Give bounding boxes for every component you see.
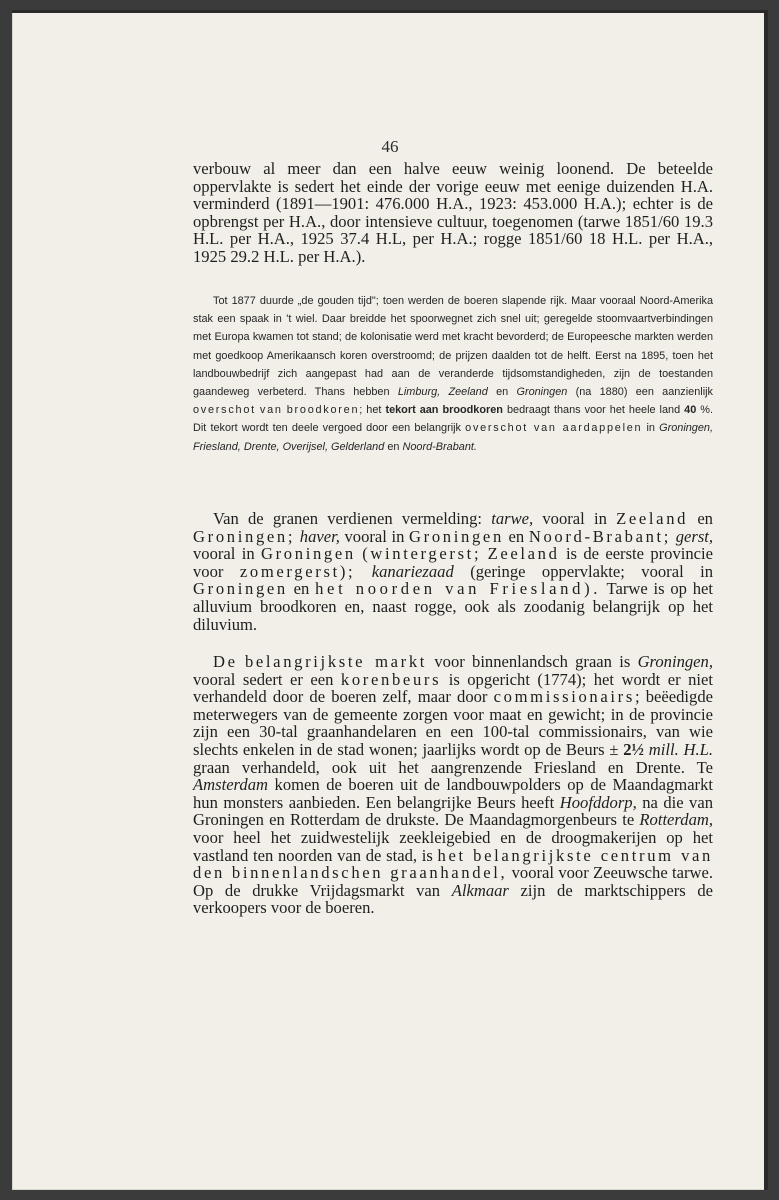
paragraph-market: De belangrijkste markt voor binnenlandsch graan is Groningen, vooral sedert er een korenbeurs is opgericht (1774); het wordt er niet verhandeld door de boeren zelf, maar door commissionairs; beëedigde meterwegers van de gemeente zorgen voor maat en gewicht; in de provincie zijn een 30-tal graanhandelaren en een 100-tal commissionairs, van wie slechts enkelen in de stad wonen; jaarlijks wordt op de Beurs ± 2½ mill. H.L. graan verhandeld, ook uit het aangrenzende Friesland en Drente. Te Amsterdam komen de boeren uit de landbouwpolders op de Maandagmarkt hun monsters aanbieden. Een belangrijke Beurs heeft Hoofddorp, na die van Groningen en Rotterdam de drukste. De Maandagmorgenbeurs te Rotterdam, voor heel het zuidwestelijk zeekleigebied en de droogmakerijen op het vastland ten noorden van de stad, is het belangrijkste centrum van den binnenlandschen graanhandel, vooral voor Zeeuwsche tarwe. Op de drukke Vrijdagsmarkt van Alkmaar zijn de marktschippers de verkoopers voor de boeren.	[193, 652, 714, 918]
page-right-border	[764, 10, 768, 1190]
note-history: Tot 1877 duurde „de gouden tijd"; toen werden de boeren slapende rijk. Maar vooraal Noord-Amerika stak een spaak in 't wiel. Daar breidde het spoorwegnet zich snel uit; geregelde stoomvaartverbindingen met Europa kwamen tot stand; de kolonisatie werd met kracht bevorderd; de Europeesche markten werden met goedkoop Amerikaansch koren overstroomd; de prijzen daalden tot de helft. Eerst na 1895, toen het landbouwbedrijf zich aangepast had aan de veranderde tijdsomstandigheden, zijn de toestanden gaandeweg verbeterd. Thans hebben Limburg, Zeeland en Groningen (na 1880) een aanzienlijk overschot van broodkoren; het tekort aan broodkoren bedraagt thans voor het heele land 40 %. Dit tekort wordt ten deele vergoed door een belangrijk overschot van aardappelen in Groningen, Friesland, Drente, Overijsel, Gelderland en Noord-Brabant.	[193, 295, 713, 453]
page-top-border	[12, 10, 768, 13]
book-page	[12, 10, 768, 1190]
paragraph-grains: Van de granen verdienen vermelding: tarwe, vooral in Zeeland en Groningen; haver, vooral in Groningen en Noord-Brabant; gerst, vooral in Groningen (wintergerst; Zeeland is de eerste provincie voor zomergerst); kanariezaad (geringe oppervlakte; vooral in Groningen en het noorden van Friesland). Tarwe is op het alluvium broodkoren en, naast rogge, ook als zoodanig belangrijk op het diluvium.	[193, 509, 714, 634]
paragraph-acreage: verbouw al meer dan een halve eeuw weinig loonend. De beteelde oppervlakte is sedert het einde der vorige eeuw met eenige duizenden H.A. verminderd (1891—1901: 476.000 H.A., 1923: 453.000 H.A.); echter is de opbrengst per H.A., door intensieve cultuur, toegenomen (tarwe 1851/60 19.3 H.L. per H.A., 1925 37.4 H.L, per H.A.; rogge 1851/60 18 H.L. per H.A., 1925 29.2 H.L. per H.A.).	[193, 159, 713, 266]
page-number: 46	[381, 137, 399, 156]
